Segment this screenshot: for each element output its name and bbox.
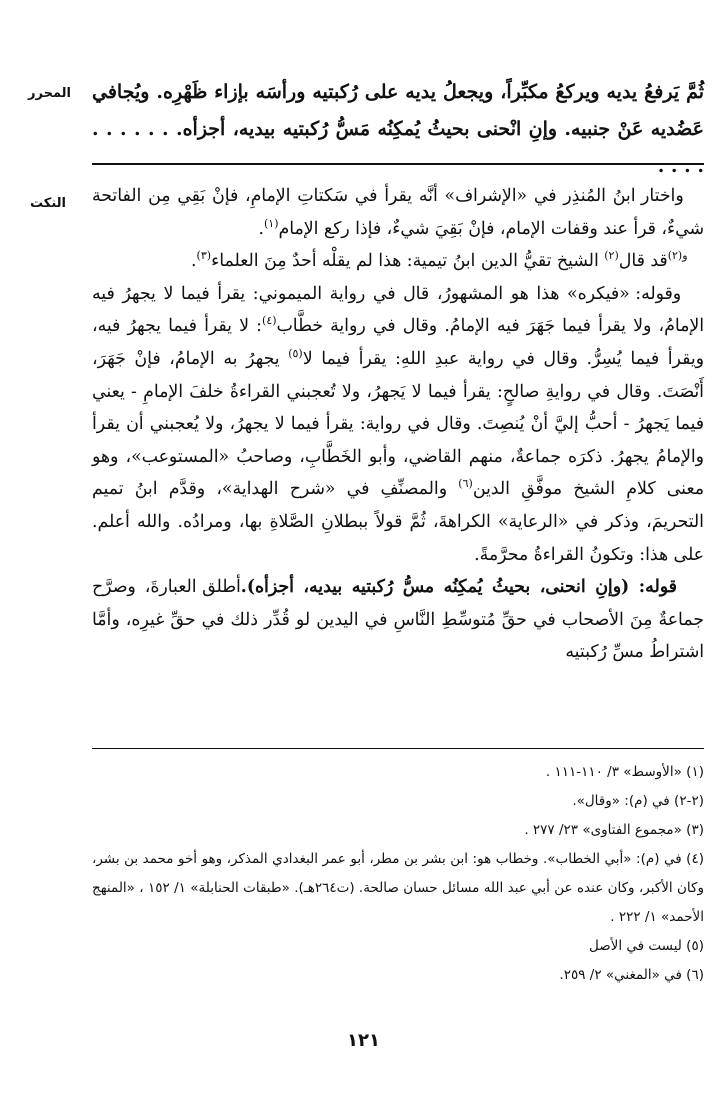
- section-label-nukat: النكت: [30, 196, 66, 211]
- footnote-ref: (٢): [604, 249, 619, 263]
- page-number: ١٢١: [347, 1030, 380, 1051]
- footnote-4: (٤) في (م): «أبي الخطاب». وخطاب هو: ابن بشر بن مطر، أبو عمر البغدادي المذكر، وهو أخو محمد بن بشر، وكان الأكبر، وكان عنده عن أبي عبد الله مسائل حسان صالحة. (ت٢٦٤هـ). «طبقات الحنابلة» ١/ ١٥٢ ، «المنهج الأحمد» ١/ ٢٢٢ .: [92, 851, 704, 925]
- section-label-muharrar: المحرر: [28, 86, 71, 101]
- footnote-ref: (٤): [262, 314, 277, 328]
- footnote-1: (١) «الأوسط» ٣/ ١١٠-١١١ .: [545, 764, 704, 780]
- paragraph-3: وقوله: «فيكره» هذا هو المشهورُ، قال في رواية الميموني: يقرأ فيما لا يجهرُ فيه الإمامُ، ولا يقرأ فيما جَهَرَ فيه الإمامُ. وقال في رواية خطَّاب$^{(٤)}$: لا يقرأ فيما يجهرُ فيه، ويقرأ فيما يُسِرُّ. وقال في رواية عبدِ اللهِ: يقرأ فيما لا$^{(٥)}$ يجهرُ به الإمامُ، فإنْ جَهَرَ، أَنْصَتَ. وقال في روايةِ صالحٍ: يقرأ فيما لا يَجهرُ، ولا تُعجبني القراءةُ خلفَ الإمامِ - يعني فيما يَجهرُ - أحبُّ إليَّ أنْ يُنصِتَ. وقال في رواية: يقرأ فيما لا يجهرُ، ولا يُعجبني أن يقرأ والإمامُ يجهرُ. ذكرَه جماعةٌ، منهم القاضي، وأبو الخَطَّابِ، وصاحبُ «المستوعب»، وهو معنى كلامِ الشيخ موفَّقِ الدين$^{(٦)}$ والمصنِّفِ في «شرح الهداية»، وقدَّم ابنُ تميم التحريمَ، وذكر في «الرعاية» الكراهةَ، ثُمَّ قولاً ببطلانِ الصَّلاةِ بها، ومرادُه. والله أعلم. على هذا: وتكونُ القراءةُ محرَّمةً.: [92, 283, 704, 565]
- footnote-ref: (٥): [288, 347, 303, 361]
- footnote-5: (٥) ليست في الأصل: [588, 938, 704, 954]
- footnote-3: (٣) «مجموع الفتاوى» ٢٣/ ٢٧٧ .: [524, 822, 704, 838]
- nukat-commentary: [92, 180, 704, 669]
- footnote-ref: (١): [264, 216, 279, 230]
- footnote-ref: و(٢): [667, 249, 688, 263]
- muharrar-text: ثُمَّ يَرفعُ يديه ويركعُ مكبِّراً، ويجعلُ يديه على رُكبتيه ورأسَه بإزاء ظَهْرِه. ويُجافي عَضُديه عَنْ جنبيه. وإنِ انْحنى بحيثُ يُمكِنُه مَسُّ رُكبتيه بيديه، أجزأه. . . . . . . . . . .: [92, 81, 704, 177]
- footnote-ref: (٦): [458, 477, 473, 491]
- paragraph-2: $^{و(٢)}$قد قال$^{(٢)}$ الشيخ تقيُّ الدين ابنُ تيمية: هذا لم يقلْه أحدٌ مِنَ العلماء$^{(٣)}$.: [191, 249, 688, 272]
- paragraph-4: قوله: (وإنِ انحنى، بحيثُ يُمكِنُه مسُّ رُكبتيه بيديه، أجزأه).أطلق العبارةَ، وصرَّح جماعةٌ مِنَ الأصحاب في حقِّ مُتوسِّطِ النَّاسِ في اليدين لو قُدِّر ذلك في حقِّ غيرِه، وأمَّا اشتراطُ مسِّ رُكبتيه: [92, 577, 704, 663]
- paragraph-1: واختار ابنُ المُنذِر في «الإشراف» أنَّه يقرأ في سَكتاتِ الإمامِ، فإنْ بَقِي مِن الفاتحة شيءٌ، قرأ عند وقفات الإمام، فإنْ بَقِيَ شيءٌ، فإذا ركع الإمام$^{(١)}$.: [92, 186, 704, 239]
- footnote-2: (٢-٢) في (م): «وقال».: [572, 793, 704, 809]
- quoted-matn: قوله: (وإنِ انحنى، بحيثُ يُمكِنُه مسُّ رُكبتيه بيديه، أجزأه).: [240, 577, 677, 598]
- section-divider: [92, 163, 704, 165]
- footnote-ref: (٣): [196, 249, 212, 263]
- footnote-divider: [92, 748, 704, 749]
- footnote-6: (٦) في «المغني» ٢/ ٢٥٩.: [559, 967, 704, 983]
- footnotes: [92, 758, 704, 990]
